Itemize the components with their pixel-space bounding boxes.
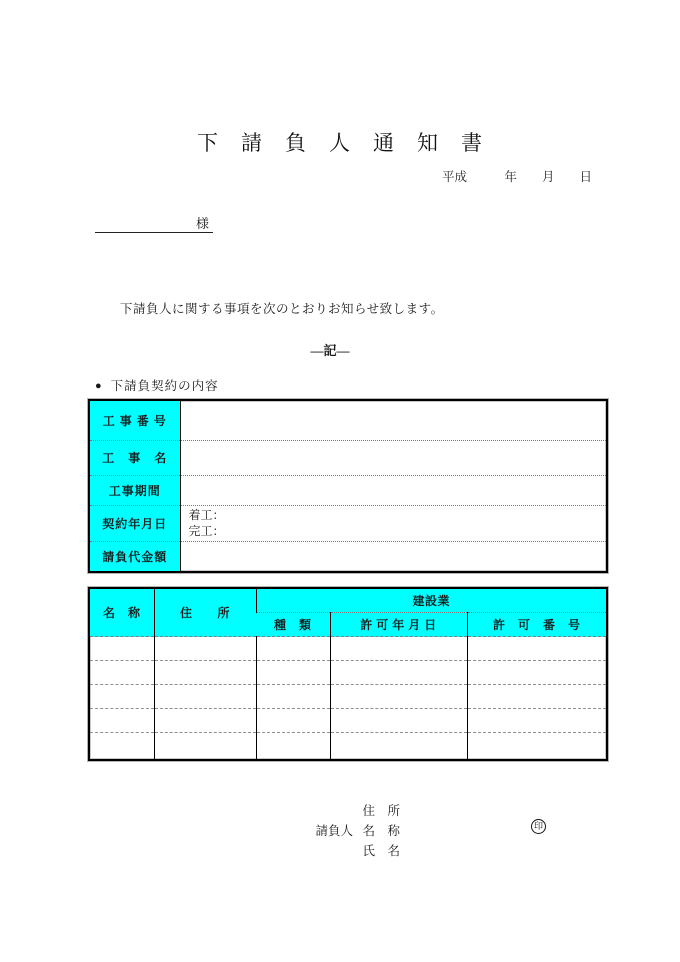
table-row [90,685,606,709]
table-row [90,401,606,440]
empty-cell [256,661,330,685]
empty-cell [256,709,330,733]
empty-cell [256,637,330,661]
value-cell [180,475,606,505]
table-row [90,541,606,571]
empty-cell [330,709,467,733]
seal-icon: 印 [531,819,546,834]
ki-divider: ―記― [310,343,350,358]
column-header-construction-industry: 建設業 [256,589,606,613]
empty-cell [467,661,606,685]
empty-cell [467,685,606,709]
page-title: 下 請 負 人 通 知 書 [197,131,483,155]
address-label: 住 所 [362,804,401,818]
empty-cell [330,685,467,709]
empty-cell [330,637,467,661]
name-label: 名 称 [362,824,401,838]
empty-cell [256,685,330,709]
row-label-construction-number: 工 事 番 号 [90,401,180,440]
contract-table [88,399,608,573]
table-row [90,637,606,661]
start-date-label: 着工： [188,508,225,522]
empty-cell [90,733,154,760]
addressee-blank-line [95,213,213,233]
empty-cell [154,661,256,685]
section-heading-row [95,376,219,394]
row-label-construction-period: 工事期間 [90,475,180,505]
empty-cell [90,709,154,733]
value-cell [180,505,606,541]
licenses-table [88,587,608,761]
section-heading: 下請負契約の内容 [110,379,219,393]
empty-cell [256,733,330,760]
contractor-role-label: 請負人 [315,824,354,838]
table-row [90,661,606,685]
table-row [90,440,606,475]
row-label-construction-name: 工 事 名 [90,440,180,475]
date-line: 平成 年 月 日 [441,170,592,184]
column-header-license-date: 許 可 年 月 日 [330,613,467,637]
table-row [90,505,606,541]
table-header-row [90,589,606,613]
empty-cell [154,733,256,760]
empty-cell [467,709,606,733]
empty-cell [330,733,467,760]
person-name-label: 氏 名 [362,844,401,858]
signature-address-line [303,781,401,818]
end-date-label: 完工： [188,524,225,538]
table-row [90,733,606,760]
signature-block [303,781,401,858]
column-header-address: 住 所 [154,589,256,637]
empty-cell [467,733,606,760]
column-header-license-number: 許 可 番 号 [467,613,606,637]
row-label-contract-date: 契約年月日 [90,505,180,541]
value-cell [180,440,606,475]
addressee-suffix: 様 [195,216,209,231]
empty-cell [154,709,256,733]
licenses-table-body [90,637,606,760]
notice-text: 下請負人に関する事項を次のとおりお知らせ致します。 [120,302,444,316]
empty-cell [90,637,154,661]
column-header-name: 名 称 [90,589,154,637]
value-cell [180,541,606,571]
empty-cell [154,637,256,661]
column-header-type: 種 類 [256,613,330,637]
row-label-contract-amount: 請負代金額 [90,541,180,571]
empty-cell [90,685,154,709]
empty-cell [154,685,256,709]
empty-cell [90,661,154,685]
table-row [90,475,606,505]
value-cell [180,401,606,440]
bullet-icon: ● [95,380,102,392]
empty-cell [330,661,467,685]
empty-cell [467,637,606,661]
table-row [90,709,606,733]
